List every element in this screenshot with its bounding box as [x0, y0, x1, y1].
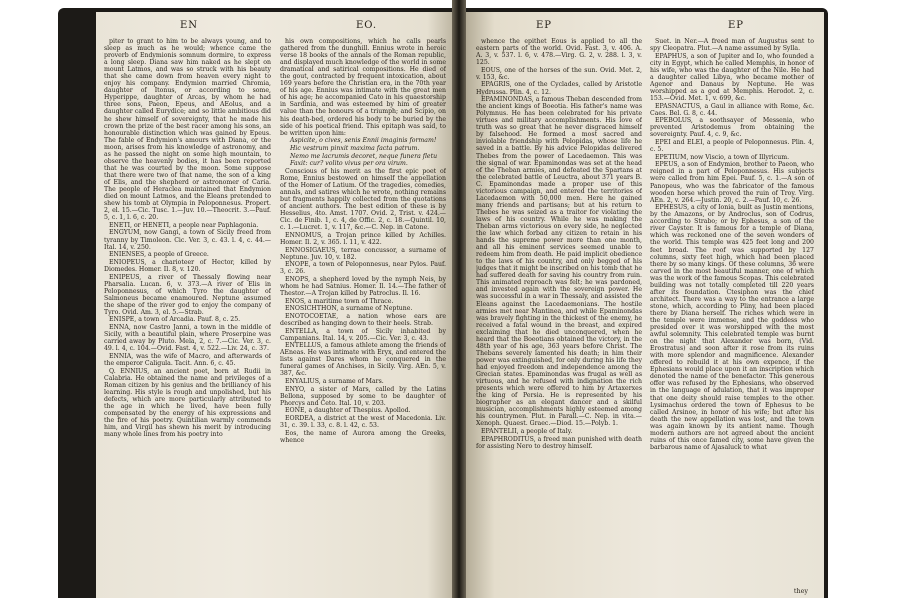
book-gutter — [452, 0, 466, 598]
entry: ENNIA, was the wife of Macro, and afterwards of the emperor Caligula. Tacit. Ann. 6, c. 45. — [104, 352, 271, 367]
entry: ENOPE, a town of Peloponnesus, near Pylos. Pauf. 3, c. 26. — [280, 261, 446, 276]
entry: EPETIUM, now Viscio, a town of Illyricum. — [655, 153, 790, 161]
entry: EPAGRIS, one of the Cyclades, called by Aristotle Hydrussa. Plin. 4, c. 12. — [476, 81, 642, 96]
right-header-ep-1: EP — [536, 20, 553, 31]
epitaph-line: Aspicite, o cives, senis Ennii imaginis formam! — [290, 137, 437, 145]
entry: ENOPS, a shepherd loved by the nymph Neis, by whom he had Satnius. Homer. Il. 14.—The father of Thestor.—A Trojan killed by Patroclus. Il. 16. — [280, 275, 446, 297]
left-column-2 — [280, 38, 446, 594]
entry: ENTELLA, a town of Sicily inhabited by Campanians. Ital. 14, v. 205.—Cic. Ver. 3, c. 43. — [280, 327, 446, 342]
entry: ENOSICHTHON, a surname of Neptune. — [285, 305, 413, 313]
entry: EOUS, one of the horses of the sun. Ovid. Met. 2, v. 153, &c. — [476, 66, 642, 81]
entry: EPEUS, a son of Endymion, brother to Paeon, who reigned in a part of Peloponnesus. His subjects were called from him Epei. Pauf. 5, c. 1.—A son of Panopeus, who was the fabricator of the famous wooden horse which proved the ruin of Troy. Virg. AEn. 2, v. 264.—Justin. 20, c. 2.—Pauf. 10, c. 26. — [650, 161, 814, 204]
entry: ENISPE, a town of Arcadia. Pauf. 8, c. 25. — [109, 316, 241, 324]
entry: Q. ENNIUS, an ancient poet, born at Rudii in Calabria. He obtained the name and privileges of a Roman citizen by his genius and the brilliancy of his learning. His style is rough and unpolished, but his defects, which are more particularly attributed to the age in which he lived, have been fully compensated by the energy of his expressions and the fire of his poetry. Quintilian warmly commends him, and Virgil has shewn his merit by introducing many whole lines from his poetry into — [104, 367, 271, 438]
right-page — [466, 12, 824, 598]
entry: ENOS, a maritime town of Thrace. — [285, 297, 394, 305]
entry: EPEI and ELEI, a people of Peloponnesus. Plin. 4, c. 5. — [650, 139, 814, 154]
entry: EPAPHRODITUS, a freed man punished with death for assisting Nero to destroy himself. — [476, 435, 642, 450]
entry: EPEBOLUS, a soothsayer of Messenia, who prevented Aristodemus from obtaining the sovereignty. Pauf. 4, c. 9, &c. — [650, 117, 814, 139]
entry: Eos, the name of Aurora among the Greeks, whence — [280, 429, 446, 444]
entry: Conscious of his merit as the first epic poet of Rome, Ennius bestowed on himself the appellation of the Homer of Latium. Of the tragedies, comedies, annals, and satires which he wrote, nothing remains but fragments happily collected from the quotations of ancient authors. The best edition of these is by Hesselius, 4to. Amst. 1707. Ovid. 2, Trist. v. 424.—Cic. de Finib. 1, c. 4, de Offic. 2, c. 18.—Quintil. 10, c. 1.—Lucret. 1, v. 117, &c.—C. Nep. in Catone. — [280, 167, 446, 232]
entry: ENIPEUS, a river of Thessaly flowing near Pharsalia. Lucan. 6, v. 373.—A river of Elis in Peloponnesus, of which Tyro the daughter of Salmoneus became enamoured. Neptune assumed the shape of the river god to enjoy the company of Tyro. Ovid. Am. 3, el. 5.—Strab. — [104, 273, 271, 316]
entry: ENNOSIGAEUS, terrae concussor, a surname of Neptune. Juv. 10, v. 182. — [280, 246, 446, 261]
left-header-en: EN — [180, 20, 199, 31]
entry: ENGYUM, now Gangi, a town of Sicily freed from tyranny by Timoleon. Cic. Ver. 3, c. 43. l. 4, c. 44.—Ital. 14, v. 250. — [104, 229, 271, 251]
entry: piter to grant to him to be always young, and to sleep as much as he would; whence came the proverb of Endymionis somnum dormire, to express a long sleep. Diana saw him naked as he slept on mount Latmos, and was so struck with his beauty that she came down from heaven every night to enjoy his company. Endymion married Chromia, daughter of Itonus, or according to some, Hyperippe, daughter of Arcas, by whom he had three sons, Paeon, Epeus, and AEolus, and a daughter called Eurydice; and so little ambitious did he shew himself of sovereignty, that he made his crown the prize of the best racer among his sons, an honourable distinction which was gained by Epeus. The fable of Endymion's amours with Diana, or the moon, arises from his knowledge of astronomy, and as he passed the night on some high mountain, to observe the heavenly bodies, it has been reported that he was courted by the moon. Some suppose that there were two of that name, the son of a king of Elis, and the shepherd or astronomer of Caria. The people of Heraclea maintained that Endymion died on mount Latmos, and the Eleans pretended to shew his tomb at Olympia in Peloponnesus. Propert. 2, el. 15.—Cic. Tusc. 1.—Juv. 10.—Theocrit. 3.—Pauf. 5, c. 1, l. 6, c. 20. — [104, 38, 271, 222]
epitaph-line: Faxit: cur? volito vivus per ora virum. — [290, 160, 408, 168]
entry: Suet. in Ner.—A freed man of Augustus sent to spy Cleopatra. Plut.—A name assumed by Sylla. — [650, 38, 814, 53]
left-page — [96, 12, 456, 598]
entry: EPASNACTUS, a Gaul in alliance with Rome, &c. Caes. Bel. G. 8, c. 44. — [650, 102, 814, 117]
entry: EPANTELII, a people of Italy. — [481, 427, 573, 435]
epitaph-line: Hic vestrum pinxit maxima facta patrum. — [290, 144, 420, 152]
entry: EPAPHUS, a son of Jupiter and Io, who founded a city in Egypt, which he called Memphis, in honor of his wife, who was the daughter of the Nile. He had a daughter called Libya, who became mother of Agenor and Danaus by Neptune. He was worshipped as a god at Memphis. Herodot. 2, c. 153.—Ovid. Met. 1, v. 699, &c. — [650, 52, 814, 102]
right-column-2 — [650, 38, 814, 594]
left-header-eo: EO. — [356, 20, 378, 31]
right-running-head — [466, 22, 824, 36]
entry: ENIOPEUS, a charioteer of Hector, killed by Diomedes. Homer. Il. 8, v. 120. — [104, 258, 271, 273]
entry: EPHESUS, a city of Ionia, built as Justin mentions, by the Amazons, or by Androclus, son of Codrus, according to Strabo; or by Ephesus, a son of the river Cayster. It is famous for a temple of Diana, which was reckoned one of the seven wonders of the world. This temple was 425 feet long and 200 feet broad. The roof was supported by 127 columns, sixty feet high, which had been placed there by so many kings. Of these columns, 36 were carved in the most beautiful manner, one of which was the work of the famous Scopas. This celebrated building was not totally completed till 220 years after its foundation. Ctesiphon was the chief architect. There was a way to the entrance a large stone, which, according to Pliny, had been placed there by Diana herself. The riches which were in the temple were immense, and the goddess who presided over it was worshipped with the most awful solemnity. This celebrated temple was burnt on the night that Alexander was born, (Vid. Erostratus) and soon after it rose from its ruins with more splendor and magnificence. Alexander offered to rebuild it at his own expence, if the Ephesians would place upon it an inscription which denoted the name of the benefactor. This generous offer was refused by the Ephesians, who observed in the language of adulation, that it was improper that one deity should raise temples to the other. Lysimachus ordered the town of Ephesus to be called Arsinoe, in honor of his wife; but after his death the new appellation was lost, and the town was again known by its antient name. Though modern authors are not agreed about the ancient ruins of this once famed city, some have given the barbarous name of Ajasaluck to what — [650, 204, 814, 451]
entry: EPAMINONDAS, a famous Theban descended from the ancient kings of Boeotia. His father's name was Polymnus. He has been celebrated for his private virtues and military accomplishments. His love of truth was so great that he never disgraced himself by falsehood. He formed a most sacred and inviolable friendship with Pelopidas, whose life he saved in a battle. By his advice Pelopidas delivered Thebes from the power of Lacedaemon. This was the signal of war. Epaminondas was set at the head of the Theban armies, and defeated the Spartans at the celebrated battle of Leuctra, about 371 years B. C. Epaminondas made a proper use of this victorious campaign, and entered the territories of Lacedaemon with 50,000 men. Here he gained many friends and partisans; but at his return to Thebes he was seized as a traitor for violating the laws of his country. While he was making the Theban arms victorious on every side, he neglected the law which forbad any citizen to retain in his hands the supreme power more than one month, and all his eminent services seemed unable to redeem him from death. He paid implicit obedience to the laws of his country, and only begged of his judges that it might be inscribed on his tomb that he had suffered death for saving his country from ruin. This animated reproach was felt; he was pardoned, and invested again with the sovereign power. He was successful in a war in Thessaly, and assisted the Eleans against the Lacedaemonians. The hostile armies met near Mantinea, and while Epaminondas was bravely fighting in the thickest of the enemy, he received a fatal wound in the breast, and expired exclaiming that he died unconquered, when he heard that the Boeotians obtained the victory, in the 48th year of his age, 363 years before Christ. The Thebans severely lamented his death; in him their power was extinguished, for only during his life they had enjoyed freedom and independence among the Grecian states. Epaminondas was frugal as well as virtuous, and he refused with indignation the rich presents which were offered to him by Artaxerxes the king of Persia. He is represented by his biographer as an elegant dancer and a skilful musician, accomplishments highly esteemed among his countrymen. Plut. in Parall.—C. Nep. in vita.—Xenoph. Quaest. Graec.—Diod. 15.—Polyb. 1. — [476, 96, 642, 428]
entry: ENIENSES, a people of Greece. — [109, 251, 209, 259]
entry: ENYO, a sister of Mars, called by the Latins Bellona, supposed by some to be daughter of Phorcys and Ceto. Ital. 10, v. 203. — [280, 385, 446, 407]
entry: ENNOMUS, a Trojan prince killed by Achilles. Homer. Il. 2, v. 365. l. 11, v. 422. — [280, 231, 446, 246]
epitaph-line: Nemo me lacrumis decoret, neque funera fletu — [290, 152, 438, 160]
entry: EORDEA, a district at the west of Macedonia. Liv. 31, c. 39. l. 33, c. 8. l. 42, c. 53. — [280, 415, 446, 430]
right-header-ep-2: EP — [728, 20, 745, 31]
open-book — [58, 8, 828, 598]
entry: ENNA, now Castro Janni, a town in the middle of Sicily, with a beautiful plain, where Proserpine was carried away by Pluto. Mela, 2, c. 7.—Cic. Ver. 3, c. 49. l. 4, c. 104.—Ovid. Fast. 4, v. 522.—Liv. 24, c. 37. — [104, 324, 271, 353]
entry: EONE, a daughter of Thespius. Apollod. — [285, 407, 411, 415]
entry: ENTELLUS, a famous athlete among the friends of AEneas. He was intimate with Eryx, and entered the lists against Dares whom he conquered in the funeral games of Anchises, in Sicily. Virg. AEn. 5, v. 387, &c. — [280, 342, 446, 378]
right-column-1 — [476, 38, 642, 594]
entry: ENETI, or HENETI, a people near Paphlagonia. — [109, 221, 259, 229]
left-column-1 — [104, 38, 271, 594]
entry: ENOTOCOETAE, a nation whose ears are described as hanging down to their heels. Strab. — [280, 312, 446, 327]
entry: whence the epithet Eous is applied to all the eastern parts of the world. Ovid. Fast. 3, v. 406. A. A. 3, v. 537. l. 6, v. 478.—Virg. G. 2, v. 288. l. 3, v. 125. — [476, 38, 642, 67]
entry: ENYALIUS, a surname of Mars. — [285, 378, 384, 386]
entry: his own compositions, which he calls pearls gathered from the dunghill. Ennius wrote in heroic verse 18 books of the annals of the Roman republic, and displayed much knowledge of the world in some dramatical and satirical compositions. He died of the gout, contracted by frequent intoxication, about 169 years before the Christian era, in the 70th year of his age. Ennius was intimate with the great men of his age; he accompanied Cato in his quaestorship in Sardinia, and was esteemed by him of greater value than the honours of a triumph; and Scipio, on his death-bed, ordered his body to be buried by the side of his poetical friend. This epitaph was said, to be written upon him: — [280, 38, 446, 137]
left-running-head — [96, 22, 456, 36]
catchword: they — [793, 586, 808, 595]
